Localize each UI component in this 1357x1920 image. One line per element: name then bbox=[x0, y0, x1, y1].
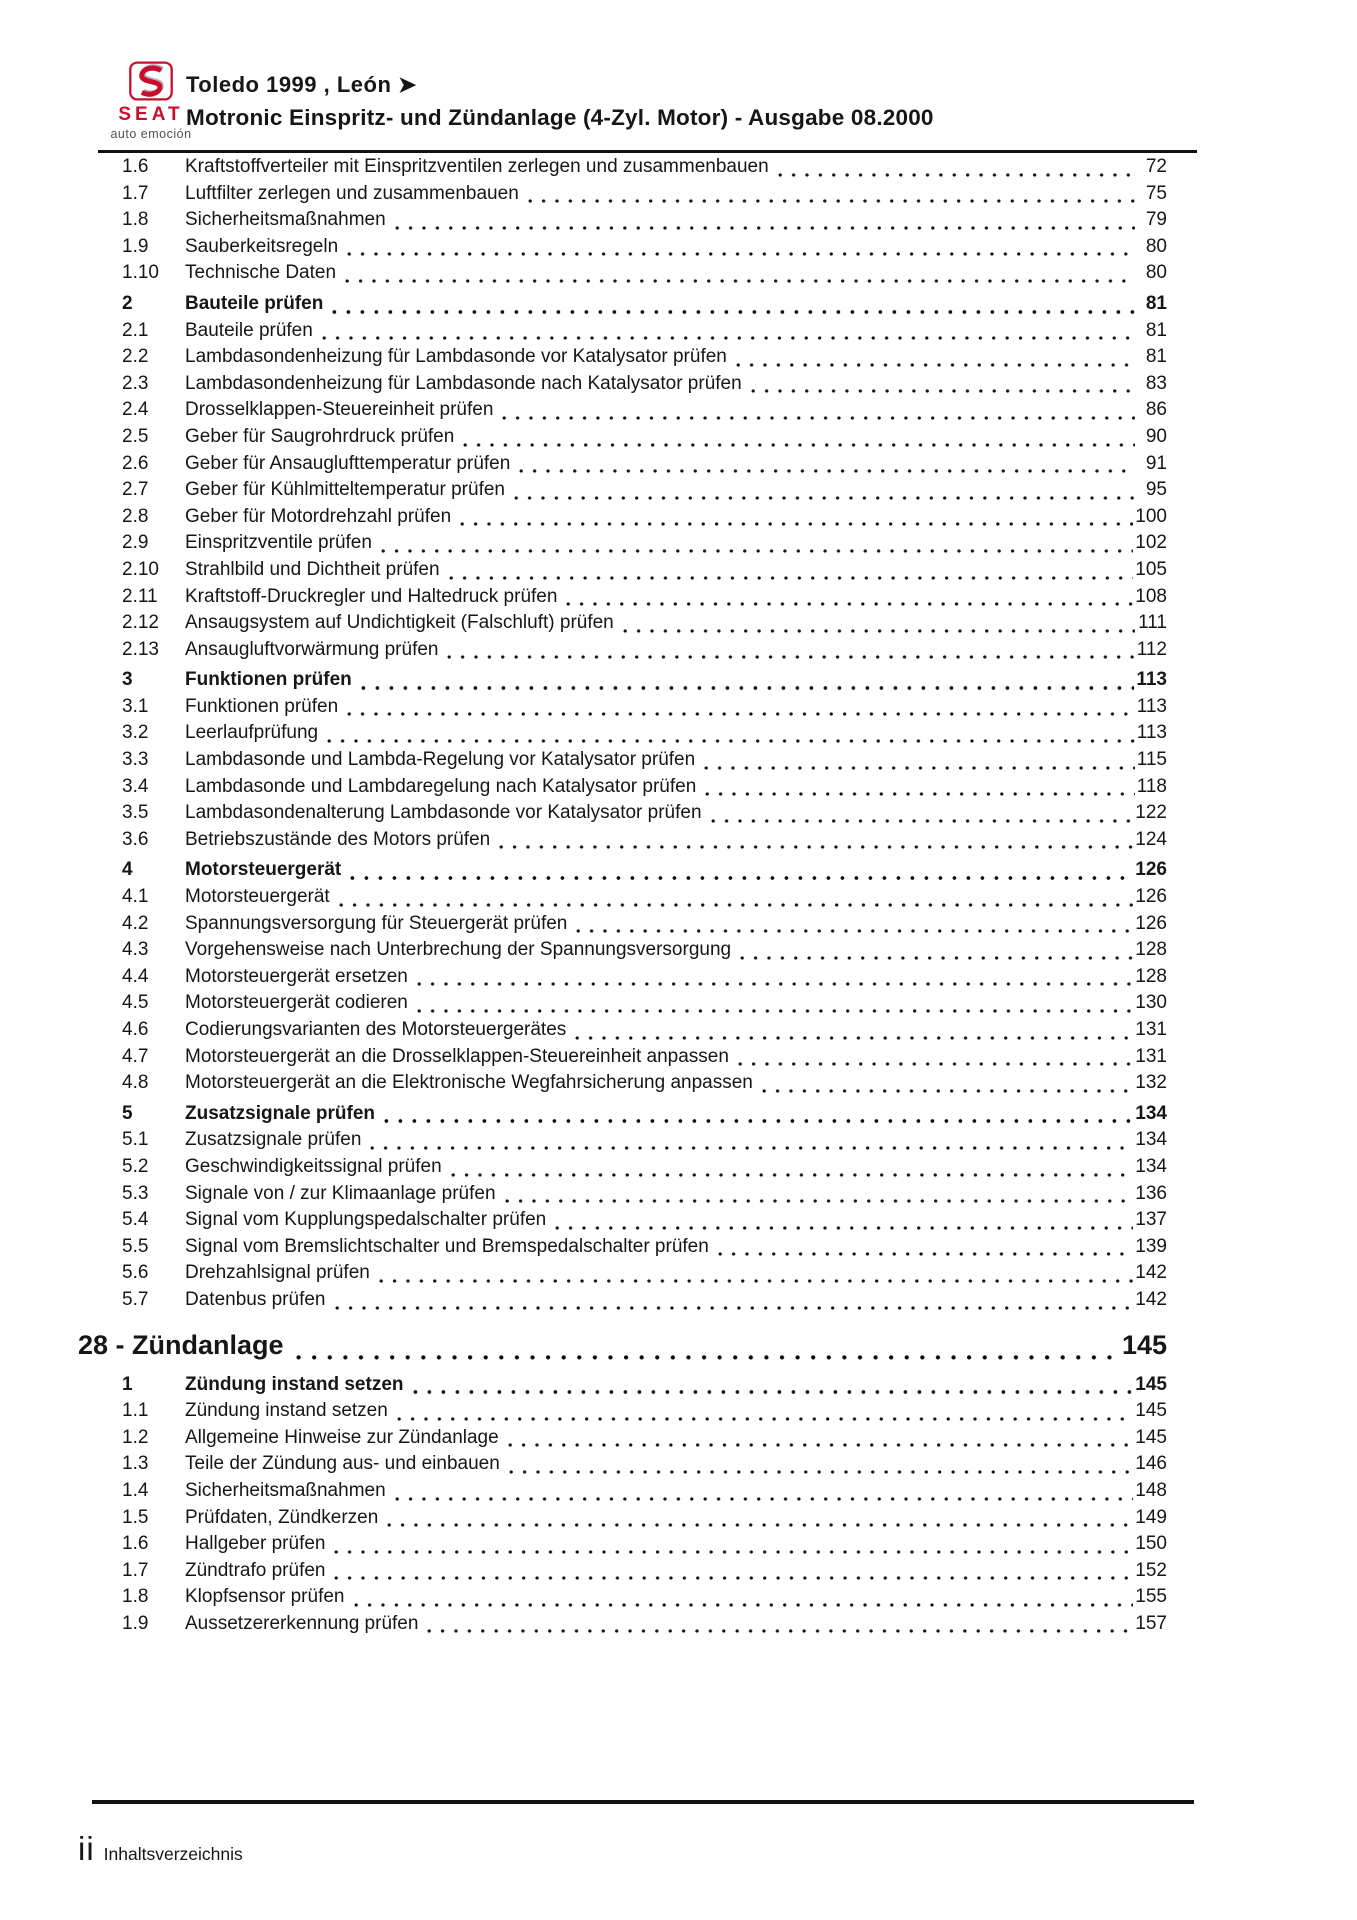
toc-entry-page: 152 bbox=[1135, 1559, 1167, 1581]
toc-entry-page: 150 bbox=[1135, 1533, 1167, 1555]
toc-dot-leader bbox=[449, 575, 1134, 581]
toc-entry bbox=[122, 1262, 1167, 1289]
toc-dot-leader bbox=[463, 442, 1135, 448]
toc-entry bbox=[122, 1183, 1167, 1210]
toc-entry-page: 115 bbox=[1136, 749, 1167, 771]
toc-entry bbox=[122, 669, 1167, 696]
toc-entry-page: 132 bbox=[1135, 1072, 1167, 1094]
toc-dot-leader bbox=[711, 818, 1134, 824]
toc-dot-leader bbox=[508, 1442, 1134, 1448]
toc-entry-title: Spannungsversorgung für Steuergerät prüfen bbox=[185, 912, 568, 934]
toc-entry-number: 2.2 bbox=[122, 346, 149, 368]
toc-entry-number: 2.7 bbox=[122, 479, 149, 501]
toc-entry-number: 5.3 bbox=[122, 1182, 149, 1204]
toc-entry-title: Motorsteuergerät bbox=[185, 886, 330, 908]
toc-dot-leader bbox=[327, 738, 1135, 744]
toc-dot-leader bbox=[519, 468, 1135, 474]
footer-page-number: ii bbox=[78, 1830, 95, 1867]
footer-section-label: Inhaltsverzeichnis bbox=[103, 1844, 243, 1864]
toc-entry-number: 1.4 bbox=[122, 1479, 149, 1501]
toc-dot-leader bbox=[555, 1225, 1133, 1231]
toc-entry-title: Drehzahlsignal prüfen bbox=[185, 1262, 370, 1284]
toc-entry-title: Hallgeber prüfen bbox=[185, 1533, 326, 1555]
toc-dot-leader bbox=[339, 902, 1134, 908]
toc-dot-leader bbox=[350, 875, 1133, 881]
toc-entry-page: 118 bbox=[1136, 775, 1167, 797]
toc-entry-title: Strahlbild und Dichtheit prüfen bbox=[185, 558, 440, 580]
toc-entry-title: Betriebszustände des Motors prüfen bbox=[185, 828, 491, 850]
toc-dot-leader bbox=[514, 495, 1135, 501]
toc-entry-number: 5.4 bbox=[122, 1209, 149, 1231]
toc-entry-title: Zündung instand setzen bbox=[185, 1373, 404, 1395]
toc-entry-page: 113 bbox=[1136, 669, 1167, 691]
toc-entry-title: Geber für Kühlmitteltemperatur prüfen bbox=[185, 479, 505, 501]
toc-entry-page: 145 bbox=[1121, 1329, 1167, 1360]
toc-entry-title: Allgemeine Hinweise zur Zündanlage bbox=[185, 1426, 499, 1448]
toc-entry bbox=[122, 1209, 1167, 1236]
toc-entry bbox=[122, 1453, 1167, 1480]
toc-entry bbox=[122, 559, 1167, 586]
seat-s-logo-icon bbox=[128, 60, 174, 102]
toc-entry-page: 100 bbox=[1135, 505, 1167, 527]
toc-entry-title: Geber für Ansauglufttemperatur prüfen bbox=[185, 452, 511, 474]
footer-rule bbox=[92, 1800, 1194, 1804]
toc-entry-page: 108 bbox=[1135, 585, 1167, 607]
toc-entry-page: 131 bbox=[1135, 1019, 1167, 1040]
toc-entry-number: 2.1 bbox=[122, 319, 149, 341]
toc-entry-number: 1.8 bbox=[122, 1586, 149, 1608]
toc-entry-title: Datenbus prüfen bbox=[185, 1288, 326, 1310]
toc-entry-number: 1.6 bbox=[122, 1533, 149, 1555]
toc-entry-title: Lambdasonde und Lambdaregelung nach Katalysator prüfen bbox=[185, 775, 697, 797]
toc-entry-title: Sicherheitsmaßnahmen bbox=[185, 1479, 386, 1501]
toc-dot-leader bbox=[778, 172, 1135, 178]
toc-entry bbox=[122, 1400, 1167, 1427]
toc-entry-number: 4.3 bbox=[122, 939, 149, 961]
toc-entry-page: 145 bbox=[1135, 1426, 1167, 1448]
toc-dot-leader bbox=[322, 335, 1135, 341]
toc-entry-number: 4.7 bbox=[122, 1045, 149, 1067]
toc-entry-title: Motorsteuergerät an die Elektronische Wegfahrsicherung anpassen bbox=[185, 1072, 753, 1094]
toc-entry-title: Technische Daten bbox=[185, 262, 337, 284]
toc-entry-title: Kraftstoffverteiler mit Einspritzventilen zerlegen und zusammenbauen bbox=[185, 156, 769, 177]
toc-entry bbox=[122, 293, 1167, 320]
toc-entry-page: 142 bbox=[1135, 1262, 1167, 1284]
toc-entry-title: Lambdasondenheizung für Lambdasonde vor Katalysator prüfen bbox=[185, 346, 727, 368]
toc-entry bbox=[122, 1156, 1167, 1183]
toc-entry bbox=[122, 1374, 1167, 1401]
toc-entry-number: 1.9 bbox=[122, 1612, 149, 1634]
toc-entry-number: 2.13 bbox=[122, 638, 159, 660]
toc-dot-leader bbox=[576, 928, 1133, 934]
toc-entry-title: Zusatzsignale prüfen bbox=[185, 1102, 376, 1124]
toc-dot-leader bbox=[451, 1172, 1134, 1178]
toc-dot-leader bbox=[361, 685, 1135, 691]
toc-entry bbox=[122, 612, 1167, 639]
toc-entry-title: Ansaugluftvorwärmung prüfen bbox=[185, 638, 439, 660]
toc-dot-leader bbox=[738, 1061, 1133, 1067]
toc-entry bbox=[78, 1330, 1167, 1368]
toc-entry bbox=[122, 749, 1167, 776]
toc-entry-page: 112 bbox=[1136, 638, 1167, 660]
toc-dot-leader bbox=[413, 1389, 1134, 1395]
toc-dot-leader bbox=[427, 1628, 1133, 1634]
toc-entry-page: 75 bbox=[1145, 182, 1167, 204]
toc-entry-page: 146 bbox=[1135, 1453, 1167, 1475]
brand-wordmark: SEAT bbox=[118, 104, 184, 125]
toc-entry-number: 1.1 bbox=[122, 1400, 149, 1422]
toc-dot-leader bbox=[623, 628, 1135, 634]
toc-entry-page: 113 bbox=[1136, 722, 1167, 744]
toc-entry-number: 4 bbox=[122, 859, 133, 881]
toc-entry bbox=[122, 453, 1167, 480]
toc-dot-leader bbox=[499, 844, 1133, 850]
toc-entry bbox=[122, 859, 1167, 886]
toc-entry bbox=[122, 183, 1167, 210]
toc-dot-leader bbox=[397, 1416, 1133, 1422]
toc-entry-title: Signal vom Kupplungspedalschalter prüfen bbox=[185, 1209, 547, 1231]
toc-entry-page: 72 bbox=[1145, 156, 1167, 177]
toc-entry-number: 4.1 bbox=[122, 886, 149, 908]
toc-entry-number: 2.3 bbox=[122, 372, 149, 394]
toc-entry-number: 2.12 bbox=[122, 612, 159, 634]
brand-tagline: auto emoción bbox=[110, 127, 192, 141]
toc-entry-number: 3.3 bbox=[122, 749, 149, 771]
toc-entry-title: Geber für Motordrehzahl prüfen bbox=[185, 505, 452, 527]
toc-entry-title: Sauberkeitsregeln bbox=[185, 235, 339, 257]
toc-entry-page: 80 bbox=[1145, 235, 1167, 257]
toc-entry-page: 126 bbox=[1135, 886, 1167, 908]
toc-dot-leader bbox=[381, 548, 1133, 554]
toc-dot-leader bbox=[379, 1278, 1133, 1284]
toc-entry-title: Codierungsvarianten des Motorsteuergerätes bbox=[185, 1019, 567, 1040]
toc-entry bbox=[122, 913, 1167, 940]
toc-entry-number: 2.6 bbox=[122, 452, 149, 474]
toc-dot-leader bbox=[566, 601, 1133, 607]
toc-entry-number: 5 bbox=[122, 1102, 133, 1124]
toc-dot-leader bbox=[718, 1251, 1133, 1257]
toc-dot-leader bbox=[528, 198, 1135, 204]
toc-dot-leader bbox=[345, 278, 1135, 284]
toc-dot-leader bbox=[354, 1602, 1134, 1608]
toc-entry bbox=[122, 1046, 1167, 1073]
toc-list bbox=[78, 156, 1167, 1639]
toc-entry-title: Einspritzventile prüfen bbox=[185, 532, 372, 554]
toc-entry-title: Bauteile prüfen bbox=[185, 292, 324, 314]
toc-entry bbox=[122, 586, 1167, 613]
toc-dot-leader bbox=[395, 1496, 1134, 1502]
toc-entry-number: 4.6 bbox=[122, 1019, 149, 1040]
toc-entry bbox=[122, 1129, 1167, 1156]
toc-entry-page: 105 bbox=[1135, 558, 1167, 580]
toc-entry-number: 1 bbox=[122, 1373, 133, 1395]
toc-entry bbox=[122, 1019, 1167, 1046]
toc-entry bbox=[122, 209, 1167, 236]
toc-entry bbox=[122, 776, 1167, 803]
toc-entry bbox=[122, 1480, 1167, 1507]
toc-entry bbox=[122, 320, 1167, 347]
toc-dot-leader bbox=[395, 225, 1135, 231]
toc-dot-leader bbox=[334, 1549, 1133, 1555]
toc-entry bbox=[122, 1586, 1167, 1613]
toc-entry-title: Luftfilter zerlegen und zusammenbauen bbox=[185, 182, 519, 204]
toc-entry-page: 113 bbox=[1136, 695, 1167, 717]
toc-entry-page: 83 bbox=[1145, 372, 1167, 394]
toc-entry-number: 2.9 bbox=[122, 532, 149, 554]
toc-entry-number: 3.4 bbox=[122, 775, 149, 797]
toc-entry-page: 134 bbox=[1135, 1155, 1167, 1177]
toc-entry-number: 3.5 bbox=[122, 802, 149, 824]
toc-dot-leader bbox=[417, 1008, 1133, 1014]
toc-entry-title: 28 - Zündanlage bbox=[78, 1329, 284, 1360]
toc-dot-leader bbox=[296, 1354, 1119, 1361]
toc-entry-page: 149 bbox=[1135, 1506, 1167, 1528]
toc-entry-title: Motorsteuergerät codieren bbox=[185, 992, 408, 1014]
toc-entry-page: 95 bbox=[1145, 479, 1167, 501]
toc-dot-leader bbox=[332, 309, 1135, 315]
toc-entry-number: 5.7 bbox=[122, 1288, 149, 1310]
toc-entry bbox=[122, 399, 1167, 426]
toc-entry-page: 111 bbox=[1138, 612, 1167, 634]
toc-entry-number: 4.2 bbox=[122, 912, 149, 934]
toc-entry-page: 79 bbox=[1145, 209, 1167, 231]
toc-entry-title: Zündung instand setzen bbox=[185, 1400, 388, 1422]
toc-entry-title: Drosselklappen-Steuereinheit prüfen bbox=[185, 399, 494, 421]
toc-dot-leader bbox=[447, 654, 1134, 660]
header-rule bbox=[98, 150, 1197, 153]
toc-entry-title: Funktionen prüfen bbox=[185, 669, 352, 691]
toc-entry-page: 81 bbox=[1145, 346, 1167, 368]
toc-entry bbox=[122, 1613, 1167, 1640]
toc-dot-leader bbox=[370, 1145, 1133, 1151]
toc-entry-page: 148 bbox=[1135, 1479, 1167, 1501]
toc-entry bbox=[122, 939, 1167, 966]
toc-entry-title: Klopfsensor prüfen bbox=[185, 1586, 345, 1608]
toc-entry-number: 1.3 bbox=[122, 1453, 149, 1475]
toc-entry-title: Zusatzsignale prüfen bbox=[185, 1129, 362, 1151]
toc-entry-title: Vorgehensweise nach Unterbrechung der Spannungsversorgung bbox=[185, 939, 732, 961]
toc-entry bbox=[122, 1103, 1167, 1130]
toc-entry-page: 80 bbox=[1145, 262, 1167, 284]
toc-entry-page: 137 bbox=[1135, 1209, 1167, 1231]
header-title-system: Motronic Einspritz- und Zündanlage (4-Zyl. Motor) - Ausgabe 08.2000 bbox=[186, 105, 934, 130]
toc-entry bbox=[122, 1427, 1167, 1454]
toc-entry bbox=[122, 1507, 1167, 1534]
toc-entry bbox=[122, 236, 1167, 263]
toc-dot-leader bbox=[740, 955, 1133, 961]
toc-entry-number: 1.10 bbox=[122, 262, 159, 284]
toc-entry-number: 2.4 bbox=[122, 399, 149, 421]
toc-entry-number: 2.11 bbox=[122, 585, 158, 607]
toc-entry-number: 1.7 bbox=[122, 1559, 149, 1581]
toc-dot-leader bbox=[704, 765, 1135, 771]
toc-dot-leader bbox=[335, 1305, 1134, 1311]
toc-entry bbox=[122, 532, 1167, 559]
toc-entry bbox=[122, 722, 1167, 749]
toc-entry-page: 128 bbox=[1135, 965, 1167, 987]
toc-dot-leader bbox=[460, 521, 1133, 527]
toc-entry bbox=[122, 506, 1167, 533]
toc-entry bbox=[122, 1533, 1167, 1560]
toc-entry-number: 5.2 bbox=[122, 1155, 149, 1177]
toc-entry-number: 2.8 bbox=[122, 505, 149, 527]
toc-dot-leader bbox=[384, 1118, 1133, 1124]
toc-entry-number: 3.6 bbox=[122, 828, 149, 850]
toc-entry-title: Prüfdaten, Zündkerzen bbox=[185, 1506, 379, 1528]
toc-entry-title: Lambdasondenalterung Lambdasonde vor Katalysator prüfen bbox=[185, 802, 702, 824]
toc-entry-title: Lambdasondenheizung für Lambdasonde nach Katalysator prüfen bbox=[185, 372, 742, 394]
toc-entry bbox=[122, 262, 1167, 289]
toc-entry-number: 1.6 bbox=[122, 156, 149, 177]
toc-entry bbox=[122, 802, 1167, 829]
toc-entry-number: 3.2 bbox=[122, 722, 149, 744]
toc-entry-title: Geschwindigkeitssignal prüfen bbox=[185, 1155, 442, 1177]
toc-entry bbox=[122, 1560, 1167, 1587]
toc-entry-title: Zündtrafo prüfen bbox=[185, 1559, 326, 1581]
toc-entry-page: 155 bbox=[1135, 1586, 1167, 1608]
toc-entry-page: 122 bbox=[1135, 802, 1167, 824]
toc-entry-page: 81 bbox=[1145, 292, 1167, 314]
toc-entry-number: 4.5 bbox=[122, 992, 149, 1014]
toc-entry-title: Leerlaufprüfung bbox=[185, 722, 319, 744]
toc-entry-page: 81 bbox=[1145, 319, 1167, 341]
toc-entry bbox=[122, 992, 1167, 1019]
toc-entry-page: 131 bbox=[1135, 1045, 1167, 1067]
toc-entry-page: 136 bbox=[1135, 1182, 1167, 1204]
toc-entry-title: Ansaugsystem auf Undichtigkeit (Falschluft) prüfen bbox=[185, 612, 614, 634]
toc-entry-title: Aussetzererkennung prüfen bbox=[185, 1612, 419, 1634]
toc-entry-title: Motorsteuergerät an die Drosselklappen-Steuereinheit anpassen bbox=[185, 1045, 729, 1067]
toc-entry-title: Lambdasonde und Lambda-Regelung vor Katalysator prüfen bbox=[185, 749, 696, 771]
toc-dot-leader bbox=[417, 981, 1133, 987]
toc-entry-title: Signale von / zur Klimaanlage prüfen bbox=[185, 1182, 496, 1204]
toc-dot-leader bbox=[347, 711, 1135, 717]
toc-entry-page: 134 bbox=[1135, 1102, 1167, 1124]
toc-dot-leader bbox=[762, 1088, 1133, 1094]
toc-entry bbox=[122, 1072, 1167, 1099]
toc-entry-page: 145 bbox=[1135, 1400, 1167, 1422]
toc-entry-number: 4.4 bbox=[122, 965, 149, 987]
toc-entry bbox=[122, 479, 1167, 506]
toc-entry bbox=[122, 156, 1167, 183]
toc-entry bbox=[122, 426, 1167, 453]
toc-entry-page: 90 bbox=[1145, 425, 1167, 447]
toc-entry-number: 1.2 bbox=[122, 1426, 149, 1448]
header-title-model: Toledo 1999 , León ➤ bbox=[186, 72, 417, 97]
toc-entry bbox=[122, 696, 1167, 723]
toc-dot-leader bbox=[347, 251, 1135, 257]
toc-entry-title: Motorsteuergerät ersetzen bbox=[185, 965, 408, 987]
toc-entry-page: 139 bbox=[1135, 1235, 1167, 1257]
toc-entry-page: 142 bbox=[1135, 1288, 1167, 1310]
toc-entry-title: Signal vom Bremslichtschalter und Bremspedalschalter prüfen bbox=[185, 1235, 709, 1257]
toc-entry bbox=[122, 829, 1167, 856]
toc-entry-number: 1.7 bbox=[122, 182, 149, 204]
toc-entry-title: Kraftstoff-Druckregler und Haltedruck prüfen bbox=[185, 585, 558, 607]
toc-entry-page: 86 bbox=[1145, 399, 1167, 421]
toc-entry bbox=[122, 346, 1167, 373]
toc-entry-page: 134 bbox=[1135, 1129, 1167, 1151]
toc-entry-number: 5.5 bbox=[122, 1235, 149, 1257]
toc-entry-page: 130 bbox=[1135, 992, 1167, 1014]
toc-entry-number: 1.8 bbox=[122, 209, 149, 231]
toc-dot-leader bbox=[705, 791, 1134, 797]
toc-entry-number: 5.6 bbox=[122, 1262, 149, 1284]
toc-dot-leader bbox=[509, 1469, 1134, 1475]
toc-dot-leader bbox=[387, 1522, 1133, 1528]
toc-entry bbox=[122, 373, 1167, 400]
toc-entry-number: 5.1 bbox=[122, 1129, 149, 1151]
toc-entry-page: 124 bbox=[1135, 828, 1167, 850]
toc-entry-number: 1.9 bbox=[122, 235, 149, 257]
toc-entry bbox=[122, 966, 1167, 993]
toc-entry-title: Sicherheitsmaßnahmen bbox=[185, 209, 386, 231]
toc-entry bbox=[122, 1289, 1167, 1316]
toc-entry bbox=[122, 1236, 1167, 1263]
toc-dot-leader bbox=[575, 1035, 1133, 1041]
toc-entry-page: 91 bbox=[1145, 452, 1167, 474]
toc-entry bbox=[122, 886, 1167, 913]
header-titles bbox=[186, 72, 934, 131]
toc-entry-title: Teile der Zündung aus- und einbauen bbox=[185, 1453, 500, 1475]
footer bbox=[78, 1830, 243, 1868]
toc-entry-number: 2.5 bbox=[122, 425, 149, 447]
toc-entry-number: 4.8 bbox=[122, 1072, 149, 1094]
toc-dot-leader bbox=[736, 362, 1135, 368]
toc-entry-page: 126 bbox=[1135, 912, 1167, 934]
toc-entry-number: 1.5 bbox=[122, 1506, 149, 1528]
toc-entry-title: Bauteile prüfen bbox=[185, 319, 313, 341]
toc-entry-number: 2.10 bbox=[122, 558, 159, 580]
toc-entry-page: 145 bbox=[1135, 1373, 1167, 1395]
toc-entry-page: 102 bbox=[1135, 532, 1167, 554]
toc-entry-title: Geber für Saugrohrdruck prüfen bbox=[185, 425, 455, 447]
toc-entry-page: 128 bbox=[1135, 939, 1167, 961]
toc-entry-title: Motorsteuergerät bbox=[185, 859, 342, 881]
toc-entry bbox=[122, 639, 1167, 666]
toc-entry-number: 3.1 bbox=[122, 695, 149, 717]
toc-dot-leader bbox=[505, 1198, 1134, 1204]
toc-entry-title: Funktionen prüfen bbox=[185, 695, 339, 717]
toc-dot-leader bbox=[502, 415, 1135, 421]
toc-entry-number: 3 bbox=[122, 669, 133, 691]
toc-dot-leader bbox=[751, 388, 1135, 394]
toc-dot-leader bbox=[334, 1575, 1133, 1581]
toc-entry-number: 2 bbox=[122, 292, 133, 314]
toc-entry-page: 157 bbox=[1135, 1612, 1167, 1634]
toc-entry-page: 126 bbox=[1135, 859, 1167, 881]
